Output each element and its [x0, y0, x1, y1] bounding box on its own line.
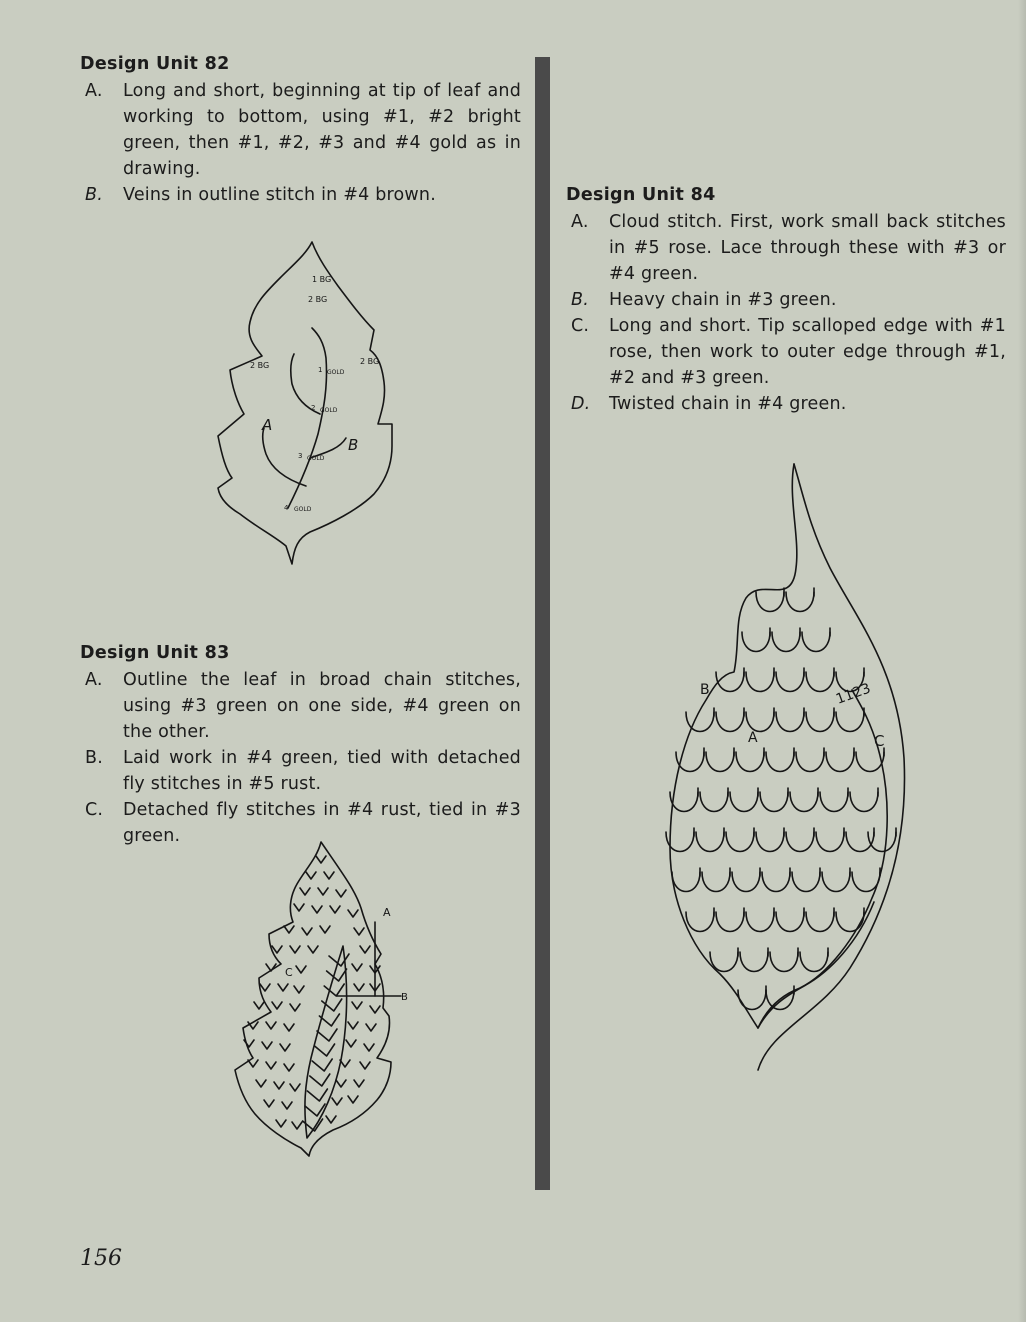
instruction-item: [566, 287, 1006, 313]
label-n2: 2: [311, 404, 316, 412]
spine-chevron-group: [303, 954, 349, 1131]
spine-chevron: [307, 1089, 327, 1101]
label-gold3: GOLD: [307, 455, 325, 462]
fly-stitch: [352, 1002, 362, 1009]
cloud-loop: [796, 752, 824, 772]
item-text: Laid work in #4 green, tied with detached fly stitches in #5 rust.: [123, 748, 521, 794]
label-a: A: [748, 730, 758, 746]
cloud-loop: [800, 952, 828, 972]
page-number: 156: [80, 1246, 122, 1271]
fly-stitch: [290, 946, 300, 953]
label-right: 2 BG: [360, 357, 380, 366]
vein-left-upper: [291, 354, 323, 414]
label-n4: 4: [284, 504, 289, 512]
spine-chevron: [315, 1044, 335, 1056]
cloud-loop: [850, 792, 878, 812]
instruction-item: [80, 182, 521, 208]
fly-stitch: [296, 966, 306, 973]
leaf-diagram-83: [225, 838, 425, 1158]
fly-stitch: [354, 984, 364, 991]
cloud-loop: [806, 912, 834, 932]
fly-stitch: [348, 1096, 358, 1103]
fly-stitch: [290, 1084, 300, 1091]
cloud-loop: [730, 792, 758, 812]
cloud-loop: [790, 792, 818, 812]
cloud-loop: [696, 832, 724, 852]
fly-stitch: [266, 1062, 276, 1069]
cloud-loop: [716, 712, 744, 732]
spine-chevron: [310, 1074, 330, 1086]
cloud-loop: [802, 632, 830, 652]
spine-chevron: [312, 1059, 332, 1071]
instruction-item: [566, 391, 1006, 417]
fly-stitch: [284, 1024, 294, 1031]
fly-stitch: [274, 1082, 284, 1089]
cloud-loop: [686, 712, 714, 732]
column-divider: [535, 57, 550, 1190]
laid-work-spine: [305, 946, 347, 1138]
fly-stitch: [326, 1116, 336, 1123]
cloud-loop: [836, 712, 864, 732]
fly-stitch: [264, 1100, 274, 1107]
cloud-stitch-net: [666, 588, 896, 1010]
fly-stitch: [318, 888, 328, 895]
spine-chevron: [324, 984, 344, 996]
fly-stitch: [346, 1040, 356, 1047]
leaf-diagram-82: [210, 238, 410, 578]
cloud-loop: [732, 872, 760, 892]
label-c: C: [874, 732, 885, 750]
fly-stitch: [260, 984, 270, 991]
cloud-loop: [742, 632, 770, 652]
item-text: Long and short, beginning at tip of leaf and working to bottom, using #1, #2 bright green, then #1, #2, #3 and #4 gold as in drawing.: [123, 81, 521, 179]
cloud-loop: [786, 592, 814, 612]
fly-stitch: [282, 1102, 292, 1109]
label-c: C: [285, 966, 293, 979]
cloud-loop: [716, 672, 744, 692]
fly-stitch: [300, 888, 310, 895]
fly-stitch: [266, 1022, 276, 1029]
cloud-loop: [738, 990, 766, 1010]
fly-stitch: [272, 1002, 282, 1009]
cloud-loop: [702, 872, 730, 892]
label-n1: 1: [318, 366, 323, 374]
cloud-loop: [686, 912, 714, 932]
fly-stitch: [262, 1042, 272, 1049]
fly-stitch: [244, 1040, 254, 1047]
label-gold2: GOLD: [320, 407, 338, 414]
design-unit-83: [80, 640, 521, 849]
cloud-loop: [756, 832, 784, 852]
label-gold1: GOLD: [327, 369, 345, 376]
cloud-loop: [766, 752, 794, 772]
cloud-loop: [770, 952, 798, 972]
cloud-loop: [776, 912, 804, 932]
item-marker: B.: [85, 748, 103, 768]
cloud-loop: [746, 712, 774, 732]
fly-stitch: [320, 926, 330, 933]
fly-stitch: [336, 1080, 346, 1087]
fly-stitch: [354, 1080, 364, 1087]
item-marker: D.: [571, 394, 591, 414]
item-text: Cloud stitch. First, work small back stitches in #5 rose. Lace through these with #3 or #4 green.: [609, 212, 1006, 284]
cloud-loop: [776, 672, 804, 692]
cloud-loop: [806, 712, 834, 732]
item-marker: C.: [85, 800, 104, 820]
fly-stitch-group: [244, 856, 380, 1129]
fly-stitch: [280, 1044, 290, 1051]
item-marker: A.: [571, 212, 589, 232]
instruction-item: [566, 313, 1006, 391]
cloud-loop: [776, 712, 804, 732]
label-b: B: [401, 992, 408, 1003]
cloud-loop: [820, 792, 848, 812]
cloud-loop: [756, 592, 784, 612]
instruction-item: [80, 78, 521, 182]
fly-stitch: [360, 1062, 370, 1069]
label-tip1: 1 BG: [312, 275, 332, 284]
item-marker: B.: [85, 185, 103, 205]
unit-title: Design Unit 83: [80, 643, 230, 663]
item-text: Detached fly stitches in #4 rust, tied in #3 green.: [123, 800, 521, 846]
page-edge: [1018, 0, 1026, 1322]
fly-stitch: [256, 1080, 266, 1087]
fly-stitch: [278, 984, 288, 991]
cloud-loop: [786, 832, 814, 852]
item-marker: A.: [85, 81, 103, 101]
label-n3: 3: [298, 452, 303, 460]
fly-stitch: [332, 1098, 342, 1105]
design-unit-82: [80, 51, 521, 208]
fly-stitch: [292, 1122, 302, 1129]
label-a: A: [262, 416, 273, 434]
cloud-loop: [826, 752, 854, 772]
fly-stitch: [306, 872, 316, 879]
cloud-loop: [836, 912, 864, 932]
spine-chevron: [317, 1029, 337, 1041]
cloud-loop: [772, 632, 800, 652]
fly-stitch: [272, 946, 282, 953]
cloud-loop: [700, 792, 728, 812]
item-text: Heavy chain in #3 green.: [609, 290, 837, 310]
fly-stitch: [312, 906, 322, 913]
design-unit-84: [566, 182, 1006, 417]
fly-stitch: [370, 1006, 380, 1013]
cloud-loop: [792, 872, 820, 892]
cloud-loop: [762, 872, 790, 892]
fly-stitch: [294, 904, 304, 911]
unit-title: Design Unit 84: [566, 185, 716, 205]
leaf-outline: [218, 242, 392, 564]
label-nums: 1123: [833, 680, 873, 708]
fly-stitch: [366, 1024, 376, 1031]
label-gold4: GOLD: [294, 506, 312, 513]
cloud-loop: [726, 832, 754, 852]
fly-stitch: [348, 1022, 358, 1029]
item-text: Veins in outline stitch in #4 brown.: [123, 185, 436, 205]
item-text: Outline the leaf in broad chain stitches, using #3 green on one side, #4 green on the other.: [123, 670, 521, 742]
cloud-loop: [706, 752, 734, 772]
label-a: A: [383, 906, 391, 919]
cloud-loop: [822, 872, 850, 892]
fly-stitch: [290, 1004, 300, 1011]
fly-stitch: [354, 928, 364, 935]
fly-stitch: [254, 1002, 264, 1009]
item-marker: A.: [85, 670, 103, 690]
cloud-loop: [716, 912, 744, 932]
fly-stitch: [340, 1060, 350, 1067]
label-b: B: [348, 436, 359, 454]
item-text: Twisted chain in #4 green.: [609, 394, 847, 414]
cloud-loop: [672, 872, 700, 892]
fly-stitch: [348, 910, 358, 917]
item-text: Long and short. Tip scalloped edge with #1 rose, then work to outer edge through #1, #2 and #3 green.: [609, 316, 1006, 388]
fly-stitch: [336, 890, 346, 897]
fly-stitch: [360, 946, 370, 953]
fly-stitch: [316, 856, 326, 863]
label-tip2: 2 BG: [308, 295, 328, 304]
cloud-loop: [740, 952, 768, 972]
fly-stitch: [308, 946, 318, 953]
fly-stitch: [284, 926, 294, 933]
cloud-loop: [746, 672, 774, 692]
cloud-loop: [806, 672, 834, 692]
instruction-item: [80, 745, 521, 797]
fly-stitch: [352, 964, 362, 971]
cloud-loop: [746, 912, 774, 932]
fly-stitch: [302, 928, 312, 935]
fly-stitch: [284, 1064, 294, 1071]
cloud-loop: [736, 752, 764, 772]
fly-stitch: [294, 986, 304, 993]
label-left: 2 BG: [250, 361, 270, 370]
instruction-item: [80, 667, 521, 745]
unit-title: Design Unit 82: [80, 54, 230, 74]
spine-chevron: [327, 969, 347, 981]
item-marker: C.: [571, 316, 590, 336]
fly-stitch: [276, 1120, 286, 1127]
label-b: B: [700, 682, 710, 698]
leaf-diagram-84: [660, 458, 920, 1078]
fly-stitch: [330, 906, 340, 913]
item-marker: B.: [571, 290, 589, 310]
cloud-loop: [760, 792, 788, 812]
fly-stitch: [324, 872, 334, 879]
fly-stitch: [248, 1060, 258, 1067]
cloud-loop: [816, 832, 844, 852]
fly-stitch: [364, 1044, 374, 1051]
leaf-inner-outline: [670, 464, 887, 1028]
leaf-outline: [235, 842, 391, 1156]
instruction-item: [566, 209, 1006, 287]
